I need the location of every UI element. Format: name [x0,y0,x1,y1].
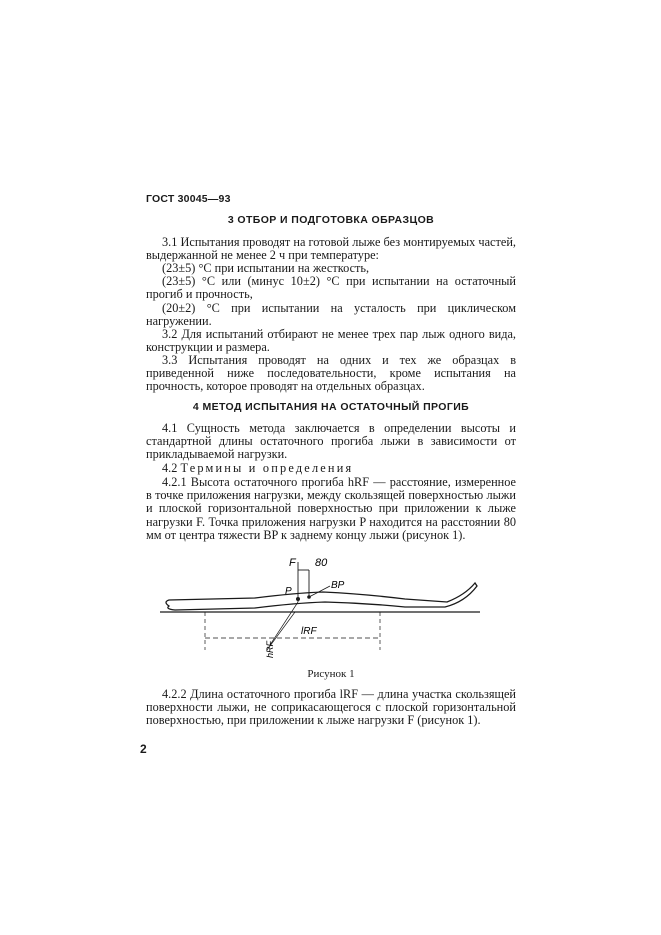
label-P: P [285,586,292,597]
section-3-title: 3 ОТБОР И ПОДГОТОВКА ОБРАЗЦОВ [227,214,435,226]
paragraph-4-2-2: 4.2.2 Длина остаточного прогиба lRF — длина участка скользящей поверхности лыжи, не соприкасающегося с плоской горизонтальной поверхностью, при приложении к лыже нагрузки F (рисунок 1). [146,687,516,728]
paragraph-4-2-heading: Термины и определения [180,461,354,475]
paragraph-3-1: 3.1 Испытания проводят на готовой лыже без монтируемых частей, выдержанной не менее 2 ч при температуре: [146,235,516,263]
bp-leader [309,586,330,597]
paragraph-3-3: 3.3 Испытания проводят на одних и тех же образцах в приведенной ниже последовательности, кроме испытания на прочность, которое проводят на отдельных образцах. [146,353,516,394]
temperature-1: (23±5) °С при испытании на жесткость, [162,261,370,275]
label-BP: BP [331,580,345,591]
label-80: 80 [315,557,328,569]
label-F: F [289,557,296,569]
paragraph-4-2-1: 4.2.1 Высота остаточного прогиба hRF — расстояние, измеренное в точке приложения нагрузки, между скользящей поверхностью лыжи и плоской горизонтальной поверхностью при приложении к лыже нагрузки F. Точка приложения нагрузки P находится на расстоянии 80 мм от центра тяжести BP к заднему концу лыжи (рисунок 1). [146,475,516,542]
standard-header: ГОСТ 30045—93 [146,193,231,205]
section-4-title: 4 МЕТОД ИСПЫТАНИЯ НА ОСТАТОЧНЫЙ ПРОГИБ [192,401,470,413]
paragraph-4-2 [146,462,516,475]
page-number: 2 [140,742,147,756]
ski-profile [166,583,477,610]
label-l-RF: lRF [301,626,317,637]
load-point [296,597,300,601]
temperature-2: (23±5) °С или (минус 10±2) °С при испытании на остаточный прогиб и прочность, [146,274,516,302]
h-leader-1 [270,602,298,645]
paragraph-4-2-number: 4.2 [162,461,178,475]
paragraph-3-2: 3.2 Для испытаний отбирают не менее трех пар лыж одного вида, конструкции и размера. [146,327,516,355]
figure-caption: Рисунок 1 [307,668,355,680]
paragraph-4-1: 4.1 Сущность метода заключается в определении высоты и стандартной длины остаточного прогиба лыжи в зависимости от прикладываемой нагрузки. [146,421,516,462]
figure-1-diagram [155,550,485,662]
label-h-RF: hRF [265,640,275,658]
temperature-3: (20±2) °С при испытании на усталость при циклическом нагружении. [146,301,516,329]
